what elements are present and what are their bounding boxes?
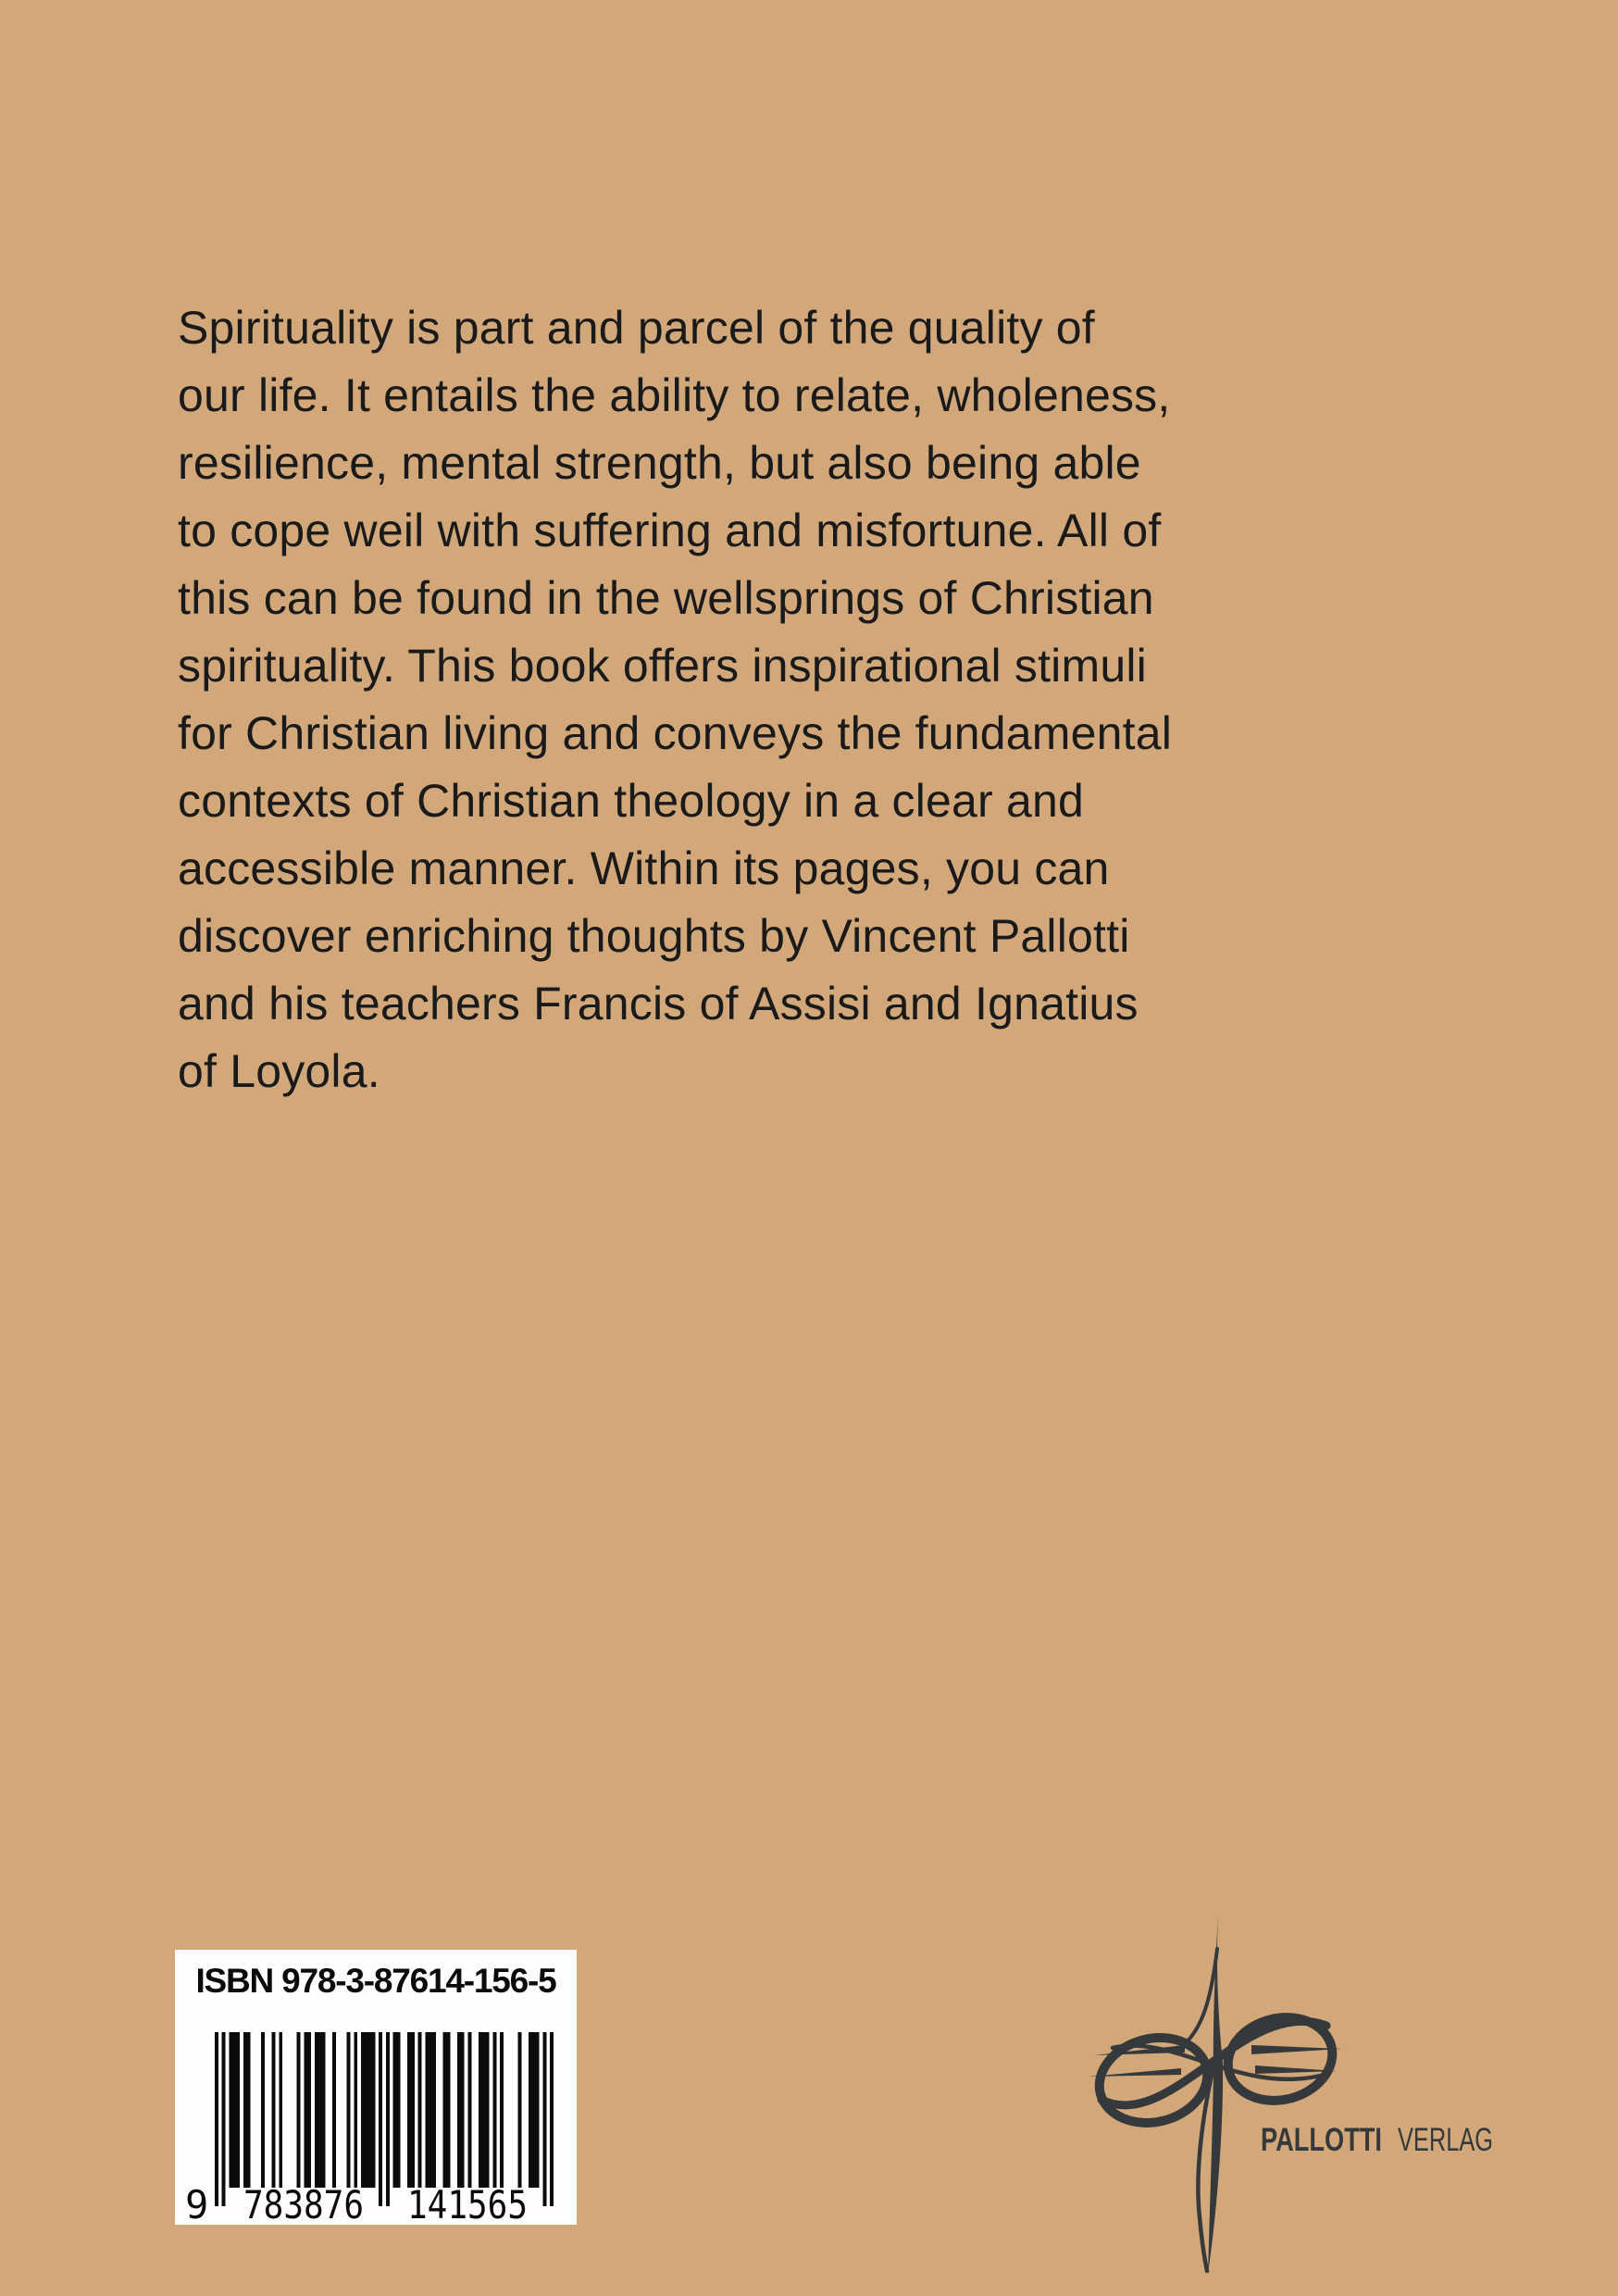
publisher-name: PALLOTTI: [1261, 2122, 1382, 2158]
blurb-line: to cope weil with suffering and misfortune. All of: [178, 505, 1162, 556]
cross-upper-curl: [1178, 1949, 1217, 2049]
blurb-line: Spirituality is part and parcel of the quality of: [178, 302, 1095, 354]
isbn-number: ISBN 978-3-87614-156-5: [195, 1962, 556, 2000]
blurb-line: for Christian living and conveys the fundamental: [178, 707, 1173, 759]
blurb-line: resilience, mental strength, but also being able: [178, 437, 1141, 489]
barcode-digits-left: 783876: [243, 2182, 364, 2225]
blurb-line: spirituality. This book offers inspirational stimuli: [178, 640, 1147, 692]
barcode-digit-first: 9: [185, 2182, 209, 2225]
blurb-line-last: of Loyola.: [178, 1045, 380, 1097]
blurb-line: contexts of Christian theology in a clear and: [178, 775, 1084, 827]
barcode-digits-right: 141565: [407, 2182, 528, 2225]
blurb-line: this can be found in the wellsprings of Christian: [178, 572, 1154, 624]
blurb-line: our life. It entails the ability to relate, wholeness,: [178, 369, 1171, 421]
isbn-barcode-panel: [175, 1950, 577, 2225]
blurb-line: and his teachers Francis of Assisi and Ignatius: [178, 978, 1139, 1029]
pallotti-verlag-logo: [1046, 1898, 1527, 2296]
blurb-line: discover enriching thoughts by Vincent Pallotti: [178, 910, 1130, 962]
barcode-bars: [215, 2032, 554, 2206]
publisher-type: VERLAG: [1398, 2122, 1493, 2158]
blurb-line: accessible manner. Within its pages, you can: [178, 842, 1110, 894]
knot-left-loop: [1090, 2027, 1216, 2134]
back-cover-blurb: [178, 294, 1203, 1105]
